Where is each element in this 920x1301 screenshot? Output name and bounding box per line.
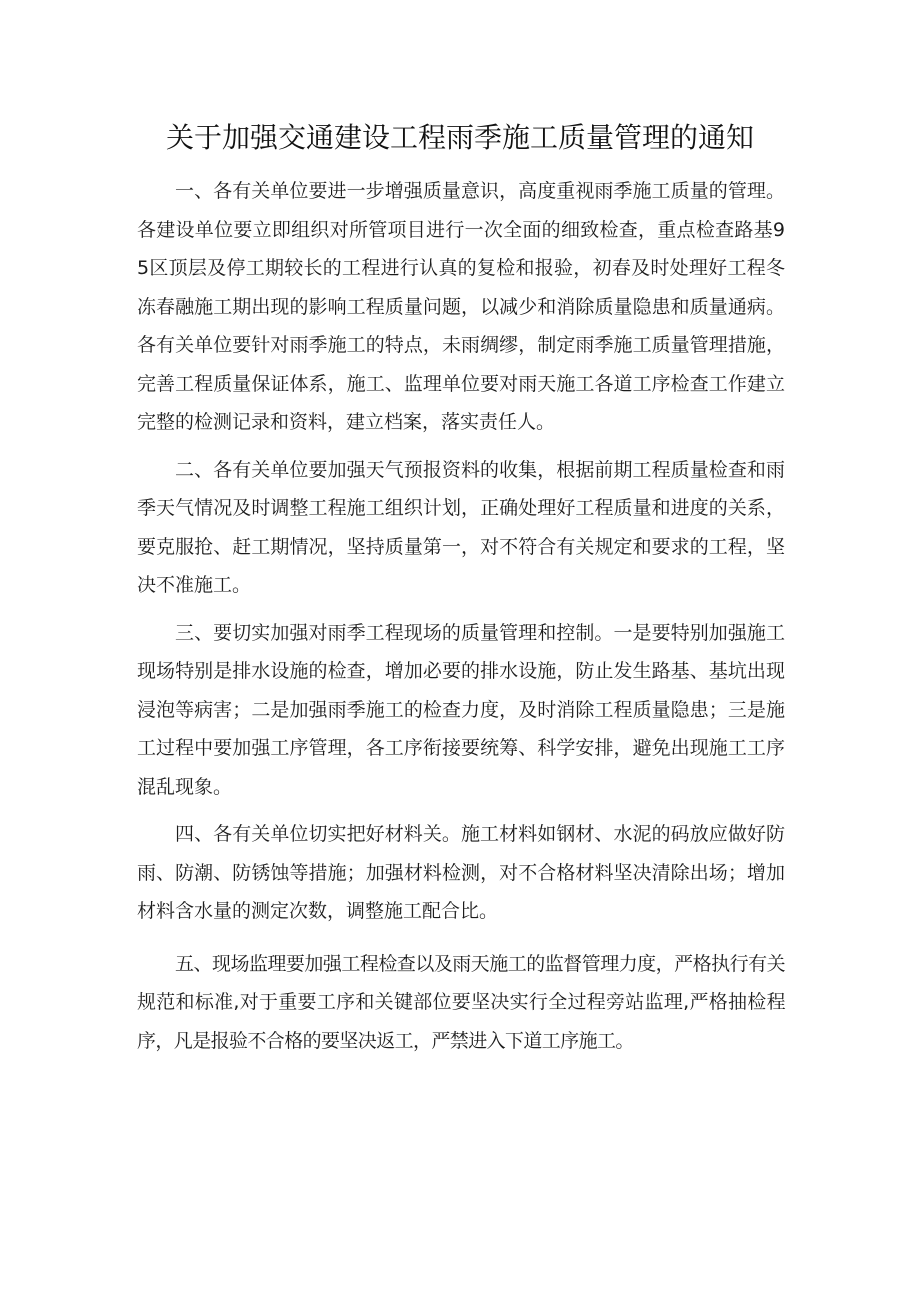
paragraph-2: 二、各有关单位要加强天气预报资料的收集，根据前期工程质量检查和雨季天气情况及时调整工程施工组织计划，正确处理好工程质量和进度的关系，要克服抢、赶工期情况，坚持质量第一，对不符合有关规定和要求的工程，坚决不准施工。 bbox=[137, 458, 785, 596]
paragraph-5: 五、现场监理要加强工程检查以及雨天施工的监督管理力度，严格执行有关规范和标准,对于重要工序和关键部位要坚决实行全过程旁站监理,严格抽检程序，凡是报验不合格的要坚决返工，严禁进入下道工序施工。 bbox=[137, 952, 785, 1052]
paragraph-4: 四、各有关单位切实把好材料关。施工材料如钢材、水泥的码放应做好防雨、防潮、防锈蚀等措施；加强材料检测，对不合格材料坚决清除出场；增加材料含水量的测定次数，调整施工配合比。 bbox=[137, 823, 785, 922]
paragraph-3: 三、要切实加强对雨季工程现场的质量管理和控制。一是要特别加强施工现场特别是排水设施的检查，增加必要的排水设施，防止发生路基、基坑出现浸泡等病害；二是加强雨季施工的检查力度，及时消除工程质量隐患；三是施工过程中要加强工序管理，各工序衔接要统筹、科学安排，避免出现施工工序混乱现象。 bbox=[137, 621, 785, 798]
document-body bbox=[137, 172, 785, 1060]
paragraph-1: 一、各有关单位要进一步增强质量意识，高度重视雨季施工质量的管理。各建设单位要立即组织对所管项目进行一次全面的细致检查，重点检查路基95区顶层及停工期较长的工程进行认真的复检和报验，初春及时处理好工程冬冻春融施工期出现的影响工程质量问题，以减少和消除质量隐患和质量通病。各有关单位要针对雨季施工的特点，未雨绸缪，制定雨季施工质量管理措施，完善工程质量保证体系，施工、监理单位要对雨天施工各道工序检查工作建立完整的检测记录和资料，建立档案，落实责任人。 bbox=[137, 180, 785, 433]
document-title: 关于加强交通建设工程雨季施工质量管理的通知 bbox=[165, 121, 754, 154]
